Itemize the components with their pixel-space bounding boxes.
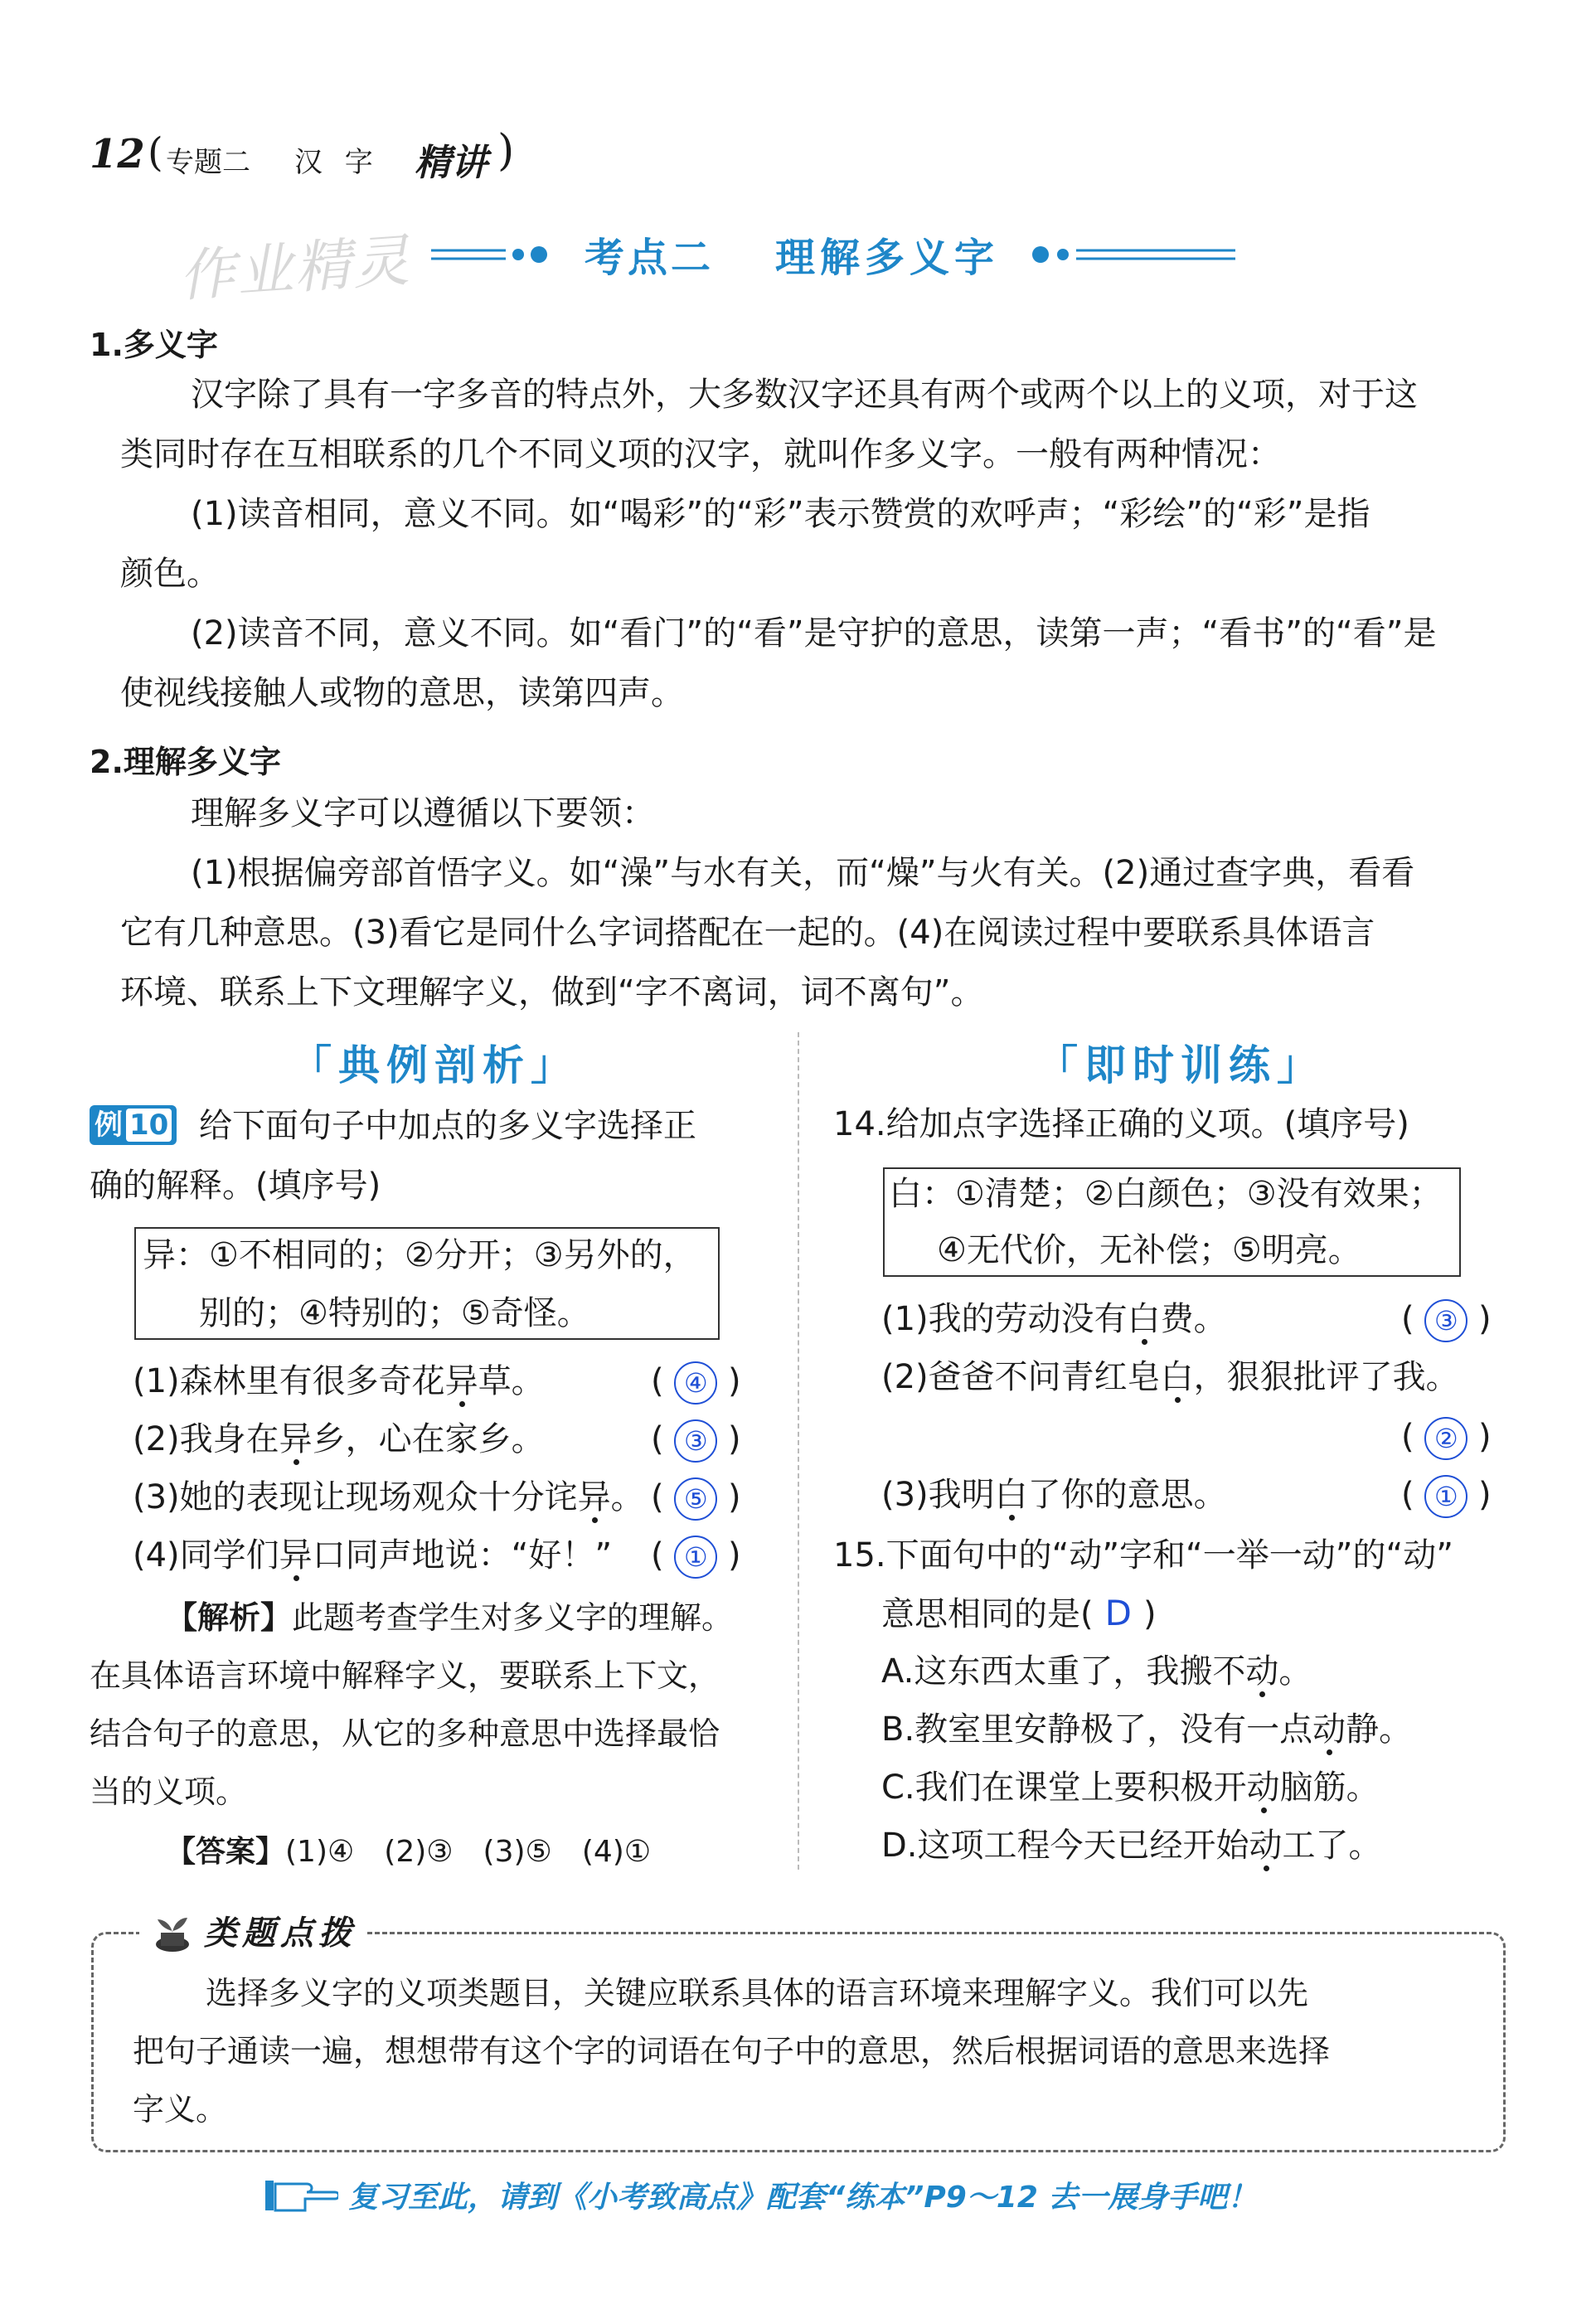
- q14-box-line1: 白：①清楚；②白颜色；③没有效果；: [889, 1175, 1443, 1213]
- part1-p1-line2: 类同时存在互相联系的几个不同义项的汉字，就叫作多义字。一般有两种情况：: [120, 435, 1281, 473]
- example-box-line1: 异：①不相同的；②分开；③另外的，: [143, 1236, 696, 1274]
- example-answer-3: ( ⑤ ): [651, 1468, 741, 1527]
- header-bracket-close: ): [497, 126, 515, 176]
- example-box-line2: 别的；④特别的；⑤奇怪。: [199, 1294, 590, 1332]
- example-tag: 例: [95, 1109, 123, 1142]
- q15-option-d: D.这项工程今天已经开始动工了。: [881, 1827, 1382, 1865]
- q15-line1: 15.下面句中的“动”字和“一举一动”的“动”: [833, 1536, 1453, 1574]
- column-divider: [798, 1032, 799, 1870]
- page-number: 12: [90, 131, 145, 177]
- section-title: 考点二: [585, 235, 715, 281]
- answer-text: (1)④ (2)③ (3)⑤ (4)①: [285, 1835, 652, 1869]
- analysis-line1: 【解析】此题考查学生对多义字的理解。: [166, 1599, 734, 1636]
- answer-value: ①: [1424, 1475, 1467, 1518]
- example-item-3: (3)她的表现让现场观众十分诧异。: [133, 1478, 644, 1516]
- q14-item-2: (2)爸爸不问青红皂白，狠狠批评了我。: [881, 1358, 1459, 1396]
- part2-p2-line1: (1)根据偏旁部首悟字义。如“澡”与水有关，而“燥”与火有关。(2)通过查字典，看看: [191, 854, 1415, 892]
- part1-p3-line2: 使视线接触人或物的意思，读第四声。: [120, 674, 684, 712]
- analysis-line2: 在具体语言环境中解释字义，要联系上下文，: [90, 1657, 720, 1694]
- part2-p2-line2: 它有几种意思。(3)看它是同什么字词搭配在一起的。(4)在阅读过程中要联系具体语言: [120, 914, 1375, 952]
- answer-value: ③: [674, 1419, 717, 1463]
- header-chapter: 汉 字: [294, 146, 380, 179]
- analysis-line3: 结合句子的意思，从它的多种意思中选择最恰: [90, 1715, 720, 1752]
- section-subtitle: 理解多义字: [775, 235, 1000, 281]
- plant-icon: [149, 1908, 196, 1954]
- part1-p1-line1: 汉字除了具有一字多音的特点外，大多数汉字还具有两个或两个以上的义项，对于这: [191, 376, 1418, 414]
- part1-p2-line2: 颜色。: [120, 555, 220, 593]
- header-topic: 专题二: [166, 146, 250, 179]
- part1-p3-line1: (2)读音不同，意义不同。如“看门”的“看”是守护的意思，读第一声；“看书”的“看”是: [191, 614, 1437, 653]
- example-badge: [90, 1105, 177, 1145]
- example-answer-1: ( ④ ): [651, 1351, 741, 1411]
- analysis-label: 【解析】: [166, 1599, 293, 1636]
- answer-value: ④: [674, 1361, 717, 1405]
- q15-answer: D: [1104, 1593, 1132, 1633]
- footer-text: 复习至此，请到《小考致高点》配套“练本”P9～12 去一展身手吧！: [348, 2180, 1258, 2215]
- tip-header: [139, 1907, 366, 1954]
- answer-value: ①: [674, 1536, 717, 1579]
- q14-box-line2: ④无代价，无补偿；⑤明亮。: [937, 1231, 1361, 1269]
- answer-value: ③: [1424, 1299, 1467, 1342]
- q15-line2: 意思相同的是( D ): [881, 1593, 1157, 1633]
- q14-item-3: (3)我明白了你的意思。: [881, 1476, 1227, 1514]
- tip-title: 类题点拨: [204, 1914, 357, 1953]
- header-book-mark: 精讲: [415, 142, 488, 184]
- q14-answer-2: ( ② ): [1401, 1407, 1492, 1467]
- analysis-line4: 当的义项。: [90, 1773, 248, 1810]
- tip-line1: 选择多义字的义项类题目，关键应联系具体的语言环境来理解字义。我们可以先: [206, 1975, 1309, 2011]
- part1-heading: 1.多义字: [90, 327, 218, 363]
- answer-label: 【答案】: [166, 1835, 286, 1869]
- left-col-title: 「典例剖析」: [290, 1041, 579, 1089]
- tip-line3: 字义。: [133, 2091, 228, 2128]
- example-question-line1: 给下面句子中加点的多义字选择正: [199, 1107, 696, 1145]
- q15-option-b: B.教室里安静极了，没有一点动静。: [881, 1710, 1413, 1749]
- q14-answer-1: ( ③ ): [1401, 1289, 1492, 1349]
- example-answer-2: ( ③ ): [651, 1409, 741, 1469]
- q14-item-1: (1)我的劳动没有白费。: [881, 1300, 1227, 1338]
- example-answer-4: ( ① ): [651, 1526, 741, 1585]
- example-item-4: (4)同学们异口同声地说：“好！”: [133, 1536, 613, 1574]
- part2-p2-line3: 环境、联系上下文理解字义，做到“字不离词，词不离句”。: [120, 973, 984, 1012]
- pointing-hand-icon: [264, 2172, 338, 2217]
- tip-line2: 把句子通读一遍，想想带有这个字的词语在句子中的意思，然后根据词语的意思来选择: [133, 2033, 1331, 2069]
- answer-value: ②: [1424, 1417, 1467, 1460]
- q14-prompt: 14.给加点字选择正确的义项。(填序号): [833, 1105, 1409, 1143]
- part1-p2-line1: (1)读音相同，意义不同。如“喝彩”的“彩”表示赞赏的欢呼声；“彩绘”的“彩”是指: [191, 495, 1370, 533]
- header-bracket: (: [148, 129, 163, 176]
- answer-line: [166, 1822, 651, 1882]
- q14-answer-3: ( ① ): [1401, 1465, 1492, 1525]
- q15-option-a: A.这东西太重了，我搬不动。: [881, 1652, 1312, 1691]
- example-item-1: (1)森林里有很多奇花异草。: [133, 1362, 545, 1400]
- part2-heading: 2.理解多义字: [90, 744, 281, 780]
- footer: [264, 2172, 1257, 2217]
- part2-p1: 理解多义字可以遵循以下要领：: [191, 794, 655, 832]
- right-col-title: 「即时训练」: [1036, 1041, 1325, 1089]
- q15-option-c: C.我们在课堂上要积极开动脑筋。: [881, 1768, 1380, 1807]
- answer-value: ⑤: [674, 1477, 717, 1521]
- example-item-2: (2)我身在异乡，心在家乡。: [133, 1420, 545, 1458]
- watermark: 作业精灵: [177, 228, 413, 310]
- example-question-line2: 确的解释。(填序号): [90, 1167, 381, 1205]
- example-number: 10: [126, 1109, 172, 1142]
